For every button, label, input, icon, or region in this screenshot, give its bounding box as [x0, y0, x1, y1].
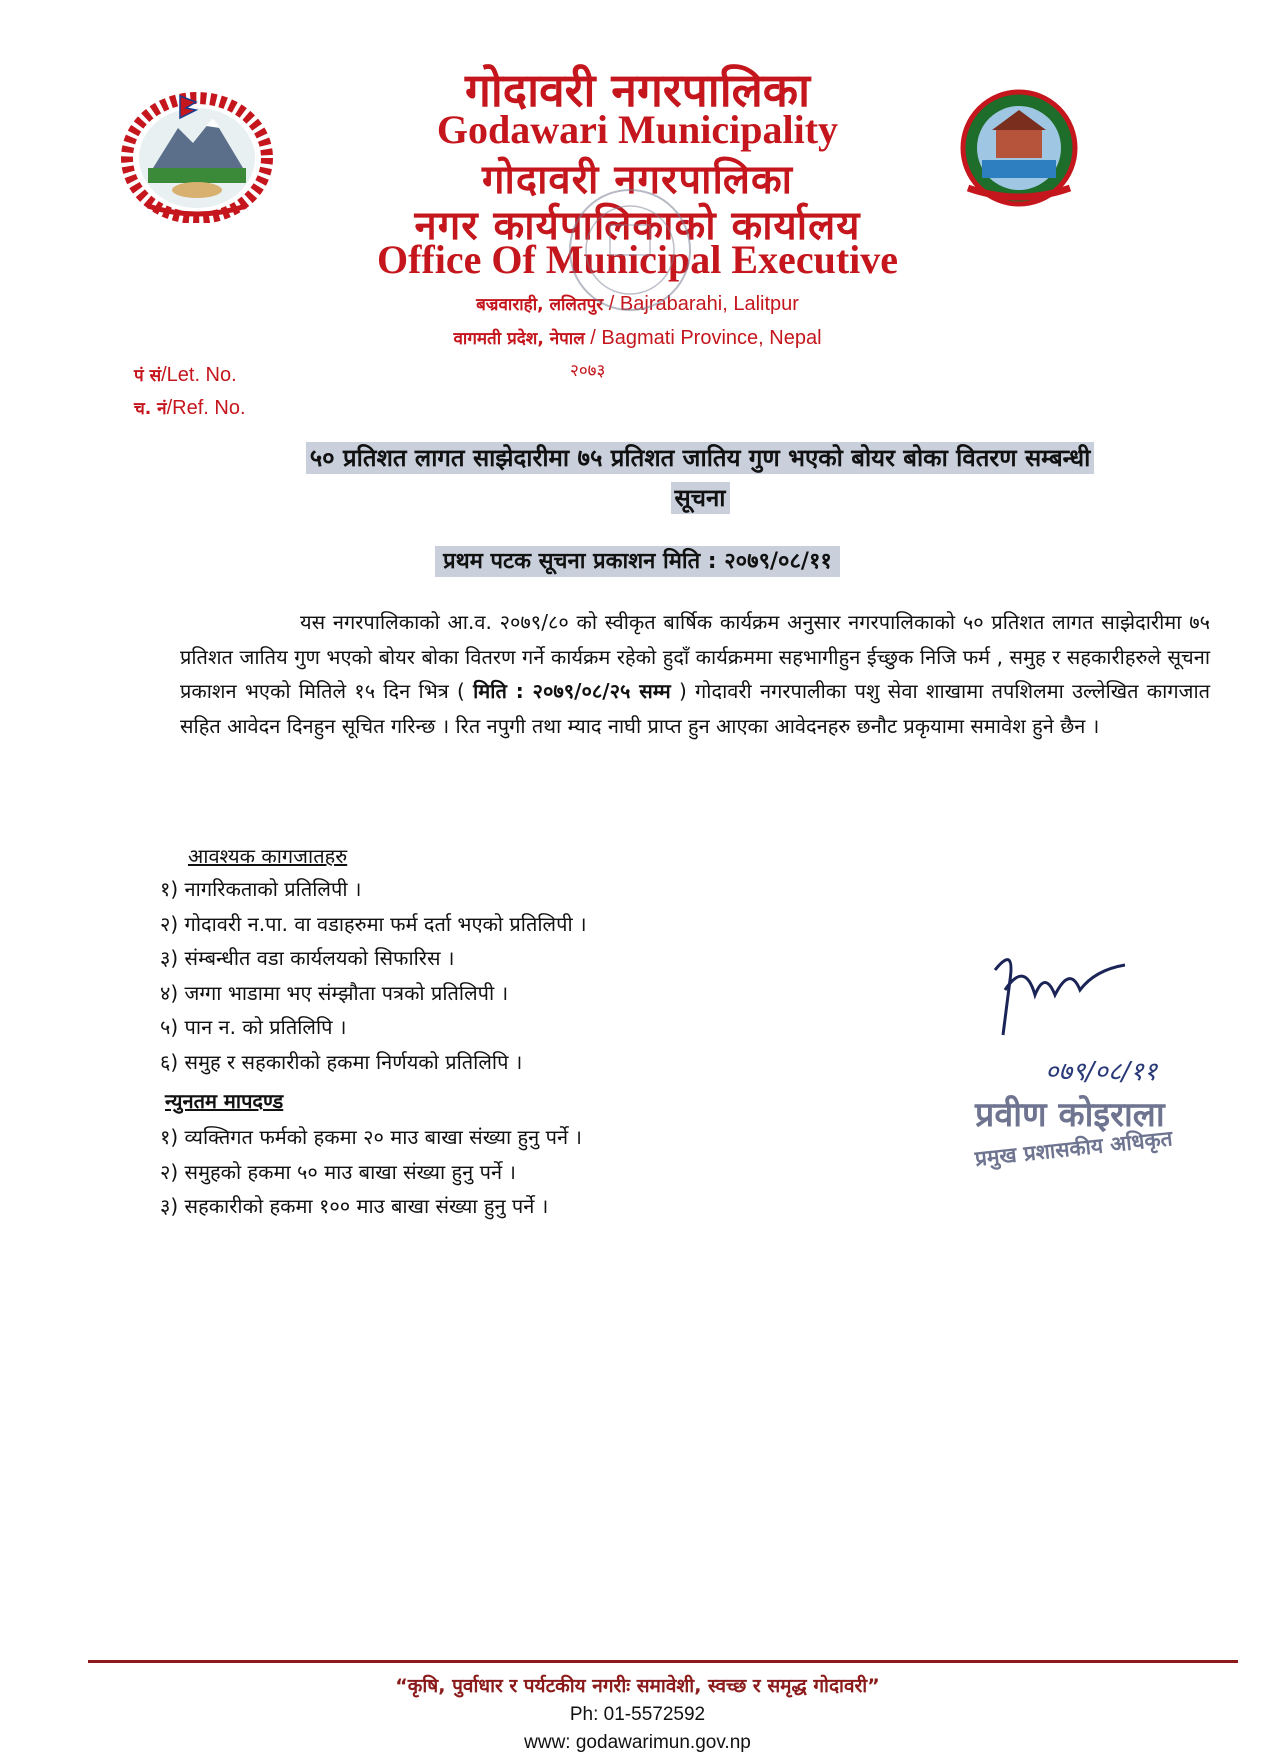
publish-date	[0, 545, 1275, 575]
letter-number: पं सं/Let. No.	[134, 364, 237, 386]
municipality-name-np: गोदावरी नगरपालिका	[464, 63, 811, 117]
office-name-np: नगर कार्यपालिकाको कार्यालय	[414, 203, 861, 249]
address-line-2: वागमती प्रदेश, नेपाल / Bagmati Province, Nepal	[453, 327, 822, 349]
reference-number: च. नं/Ref. No.	[134, 397, 246, 419]
footer-slogan: “कृषि, पुर्वाधार र पर्यटकीय नगरीः समावेशी, स्वच्छ र समृद्ध गोदावरी”	[395, 1675, 880, 1697]
letter-label-np: पं सं	[134, 366, 162, 386]
list-item: ४) जग्गा भाडामा भए संम्झौता पत्रको प्रतिलिपी ।	[160, 980, 509, 1005]
notice-title-line2: सूचना	[671, 482, 730, 514]
ref-label-en: Ref. No.	[172, 397, 246, 419]
letter-label-en: Let. No.	[166, 364, 237, 386]
established-year: २०७३	[570, 361, 606, 381]
list-item: ५) पान न. को प्रतिलिपि ।	[160, 1015, 347, 1039]
signatory-title: प्रमुख प्रशासकीय अधिकृत	[973, 1126, 1174, 1171]
address1-np: बज्रवाराही, ललितपुर	[476, 295, 604, 315]
office-name-en: Office Of Municipal Executive	[376, 237, 898, 282]
list-item: १) व्यक्तिगत फर्मको हकमा २० माउ बाखा संख्या हुनु पर्ने ।	[160, 1125, 583, 1149]
criteria-heading: न्युनतम मापदण्ड	[165, 1089, 284, 1113]
address2-en: Bagmati Province, Nepal	[601, 327, 822, 349]
office-stamp	[565, 185, 695, 315]
body-deadline: मिति : २०७९/०८/२५ सम्म	[473, 679, 671, 703]
address1-en: Bajrabarahi, Lalitpur	[619, 293, 799, 315]
municipality-name-newari: गोदावरी नगरपालिका	[481, 157, 794, 203]
address-line-1: बज्रवाराही, ललितपुर / Bajrabarahi, Lalitpur	[476, 293, 799, 315]
list-item: ६) समुह र सहकारीको हकमा निर्णयको प्रतिलिपि ।	[160, 1049, 523, 1074]
documents-heading: आवश्यक कागजातहरु	[188, 844, 348, 868]
signature-date: ०७९/०८/११	[1045, 1057, 1158, 1087]
signature	[975, 940, 1145, 1044]
body-part1: यस नगरपालिकाको आ.व. २०७९/८० को स्वीकृत बार्षिक कार्यक्रम अनुसार नगरपालिकाको ५० प्रतिशत लागत साझेदारीमा ७५ प्रतिशत जातिय गुण भएको बोयर बोका वितरण गर्ने कार्यक्रम रहेको हुदाँ कार्यक्रममा सहभागीहुन ईच्छुक निजि फर्म , समुह र सहकारीहरुले सूचना प्रकाशन भएको मितिले १५ दिन भित्र (	[180, 610, 1210, 703]
list-item: २) समुहको हकमा ५० माउ बाखा संख्या हुनु पर्ने ।	[160, 1159, 516, 1184]
list-item: २) गोदावरी न.पा. वा वडाहरुमा फर्म दर्ता भएको प्रतिलिपी ।	[160, 911, 587, 936]
signatory-name: प्रवीण कोइराला	[975, 1095, 1165, 1135]
list-item: ३) संम्बन्धीत वडा कार्यलयको सिफारिस ।	[160, 946, 455, 970]
list-item: ३) सहकारीको हकमा १०० माउ बाखा संख्या हुनु पर्ने ।	[160, 1194, 549, 1218]
ref-label-np: च. नं	[134, 399, 167, 419]
publish-date-text: प्रथम पटक सूचना प्रकाशन मिति : २०७९/०८/११	[435, 546, 840, 577]
municipality-name-en: Godawari Municipality	[436, 107, 839, 152]
footer-phone: Ph: 01-5572592	[569, 1704, 706, 1725]
notice-body	[180, 605, 1210, 743]
body-part2: ) गोदावरी नगरपालीका पशु सेवा शाखामा तपशिलमा उल्लेखित कागजात सहित आवेदन दिनहुन सूचित गरिन्छ । रित नपुगी तथा म्याद नाघी प्राप्त हुन आएका आवेदनहरु छनौट प्रकृयामा समावेश हुने छैन ।	[180, 679, 1211, 738]
documents-list	[160, 872, 587, 1079]
footer	[0, 1672, 1275, 1754]
notice-title	[185, 438, 1215, 518]
notice-title-line1: ५० प्रतिशत लागत साझेदारीमा ७५ प्रतिशत जातिय गुण भएको बोयर बोका वितरण सम्बन्धी	[306, 442, 1095, 474]
criteria-list	[160, 1120, 582, 1224]
address2-np: वागमती प्रदेश, नेपाल	[453, 329, 585, 349]
footer-divider	[88, 1660, 1238, 1663]
list-item: १) नागरिकताको प्रतिलिपी ।	[160, 877, 362, 901]
footer-website: www: godawarimun.gov.np	[524, 1732, 751, 1753]
